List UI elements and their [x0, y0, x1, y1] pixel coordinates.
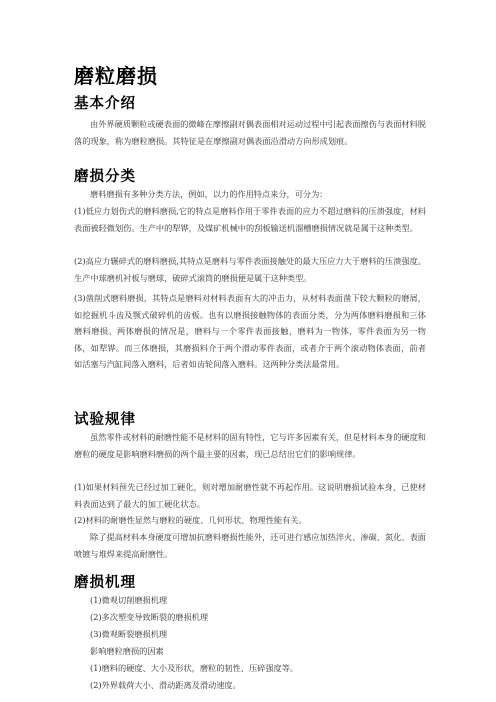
section-heading-classification: 磨损分类 [74, 169, 136, 185]
classification-paragraph-3: (2)高应力辗碎式的磨料磨损,其特点是磨料与零件表面接触处的最大压应力大于磨料的压溃强度。生产中球磨机衬板与磨球，破碎式滚筒的磨损便是属于这种类型。 [74, 256, 426, 283]
influence-item: (2)外界载荷大小、滑动距离及滑动速度。 [90, 680, 241, 690]
section-heading-rules: 试验规律 [74, 412, 136, 428]
section-heading-intro: 基本介绍 [74, 96, 136, 112]
rules-paragraph-2: (1)如果材料预先已经过加工硬化，则对增加耐磨性就不再起作用。这说明磨损试验本身，已使材料表面达到了最大的加工硬化状态。 [74, 482, 426, 509]
classification-paragraph-1: 磨料磨损有多种分类方法，例如，以力的作用特点来分，可分为： [90, 189, 328, 199]
classification-paragraph-2: (1)低应力划伤式的磨料磨损,它的特点是磨料作用于零件表面的应力不超过磨料的压溃强度，材料表面被轻微划伤。生产中的犁铧，及煤矿机械中的刮板输送机溜槽磨损情况就是属于这种类型。 [74, 206, 426, 233]
mechanism-item: (2)多次塑变导致断裂的磨损机理 [90, 612, 209, 622]
document-title: 磨粒磨损 [74, 64, 158, 88]
section-heading-mechanism: 磨损机理 [74, 575, 136, 591]
influence-factors-label: 影响磨粒磨损的因素 [90, 646, 164, 656]
intro-paragraph: 由外界硬质颗粒或硬表面的微峰在摩擦副对偶表面相对运动过程中引起表面擦伤与表面材料脱落的现象，称为磨粒磨损。其特征是在摩擦副对偶表面沿滑动方向形成划痕。 [74, 119, 426, 146]
rules-paragraph-4: 除了提高材料本身硬度可增加抗磨料磨损性能外，还可进行感应加热淬火、渗碳、氮化、表面喷镀与堆焊来提高耐磨性。 [74, 532, 426, 559]
mechanism-item: (1)微观切削磨损机理 [90, 595, 168, 605]
mechanism-item: (3)微观断裂磨损机理 [90, 629, 168, 639]
influence-item: (1)磨料的硬度、大小及形状，磨粒的韧性、压碎强度等。 [90, 663, 299, 673]
classification-paragraph-4: (3)凿削式磨料磨损，其特点是磨料对材料表面有大的冲击力，从材料表面凿下较大颗粒的磨屑，如挖掘机斗齿及颚式破碎机的齿板。也有以磨损接触物体的表面分类，分为两体磨料磨损和三体磨料磨损。两体磨损的情况是，磨料与一个零件表面接触，磨料为一物体，零件表面为另一物体，如犁铧。而三体磨损，其磨损料介于两个滑动零件表面，或者介于两个滚动物体表面，前者如活塞与汽缸间落入磨料，后者如齿轮间落入磨料。这两种分类法最常用。 [74, 293, 426, 370]
rules-paragraph-1: 虽然零件或材料的耐磨性能不是材料的固有特性，它与许多因素有关，但是材料本身的硬度和磨粒的硬度是影响磨料磨损的两个最主要的因素，现已总结出它们的影响规律。 [74, 432, 426, 459]
rules-paragraph-3: (2)材料的耐磨性显然与磨粒的硬度、几何形状、物理性能有关。 [74, 515, 307, 525]
